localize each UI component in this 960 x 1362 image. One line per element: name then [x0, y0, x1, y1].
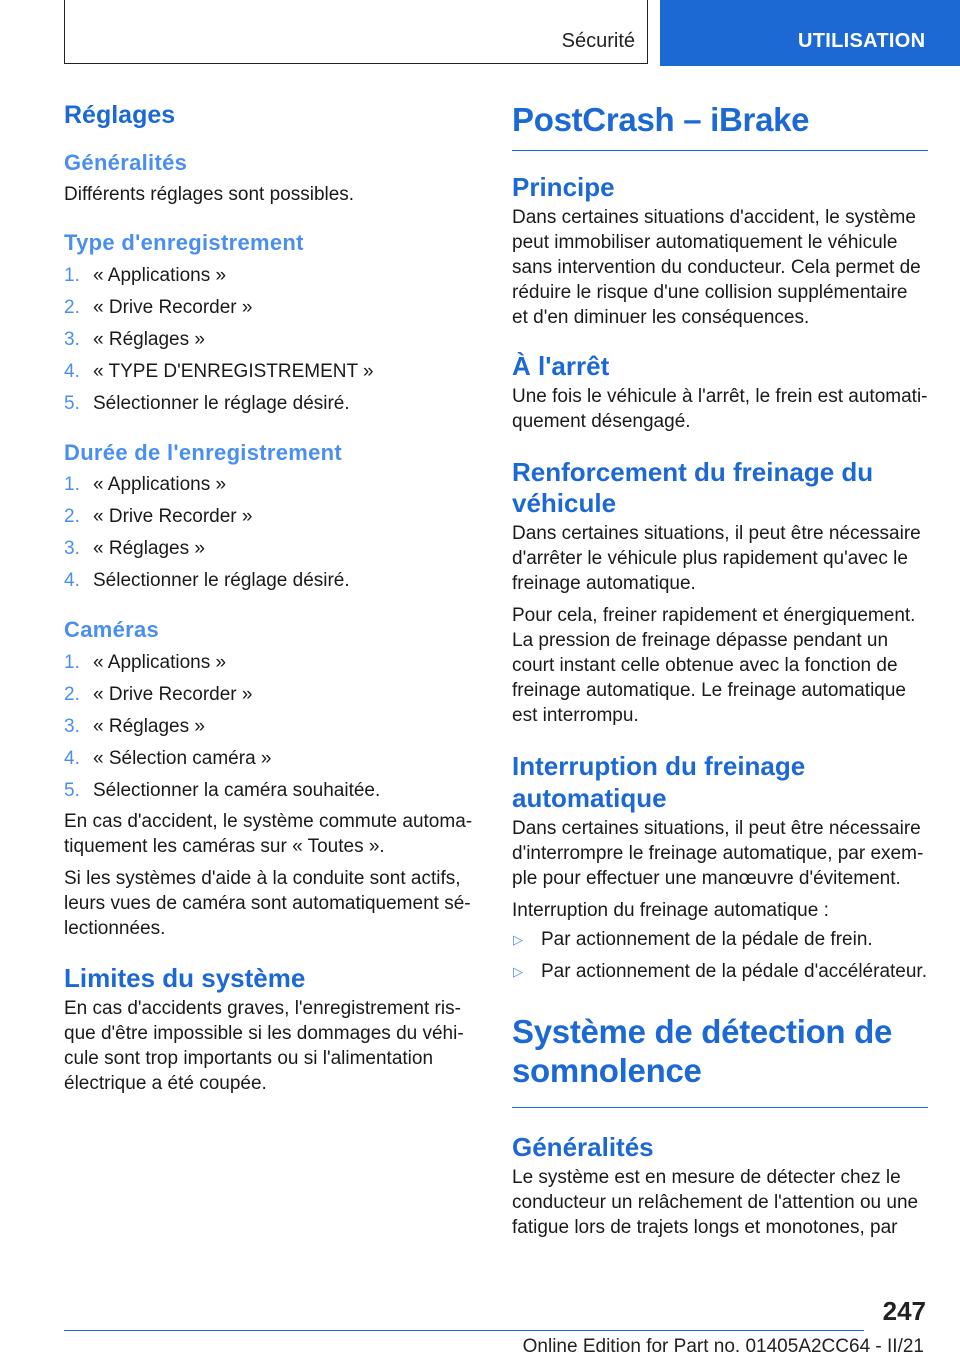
step-number: 5. — [64, 779, 80, 801]
interruption-paragraph-1: Dans certaines situations, il peut être nécessaire d'interrompre le freinage automatique, par exem-ple pour effectuer une manœuvre d'évitement. — [512, 817, 924, 889]
generalites-text-right: Le système est en mesure de détecter chez le conducteur un relâchement de l'attention ou une fatigue lors de trajets longs et monotones, par — [512, 1167, 919, 1239]
list-item — [64, 356, 476, 388]
list-item — [64, 711, 476, 743]
interruption-heading: Interruption du freinage automatique — [512, 751, 806, 813]
step-number: 1. — [64, 651, 80, 673]
renforcement-paragraph-1: Dans certaines situations, il peut être nécessaire d'arrêter le véhicule plus rapidement qu'avec le freinage automatique. — [512, 523, 921, 595]
list-item — [64, 775, 476, 807]
chapter-label: UTILISATION — [798, 30, 926, 52]
duree-steps — [64, 469, 476, 597]
edition-text: Online Edition for Part no. 01405A2CC64 - II/21 — [522, 1336, 924, 1357]
step-number: 2. — [64, 506, 80, 528]
principe-heading: Principe — [512, 171, 615, 202]
list-item — [64, 260, 476, 292]
step-number: 5. — [64, 392, 80, 414]
step-number: 4. — [64, 747, 80, 769]
list-item — [64, 533, 476, 565]
step-text: « Drive Recorder » — [93, 683, 253, 705]
step-number: 4. — [64, 360, 80, 382]
list-item — [64, 647, 476, 679]
interruption-paragraph-2: Interruption du freinage automatique : — [512, 899, 829, 921]
generalites-text: Différents réglages sont possibles. — [64, 184, 355, 206]
chapter-tab[interactable] — [660, 0, 960, 66]
step-text: « Applications » — [93, 651, 227, 673]
step-number: 1. — [64, 474, 80, 496]
section-divider — [512, 1107, 928, 1108]
step-text: « Applications » — [93, 474, 227, 496]
step-text: Sélectionner le réglage désiré. — [93, 570, 350, 592]
list-item — [64, 292, 476, 324]
somnolence-heading: Système de détection de somnolence — [512, 1012, 893, 1090]
generalites-heading-right: Généralités — [512, 1131, 654, 1162]
type-heading: Type d'enregistrement — [64, 230, 304, 256]
list-item — [64, 501, 476, 533]
step-text: « TYPE D'ENREGISTREMENT » — [93, 360, 374, 382]
step-text: « Réglages » — [93, 715, 205, 737]
cameras-steps — [64, 647, 476, 807]
section-divider — [512, 150, 928, 151]
principe-text: Dans certaines situations d'accident, le système peut immobiliser automatiquement le véhicule sans intervention du conducteur. Cela permet de réduire le risque d'une collision supplémentaire et d'en diminuer les conséquences. — [512, 206, 921, 328]
bullet-text: Par actionnement de la pédale de frein. — [541, 928, 873, 950]
list-item — [64, 324, 476, 356]
arret-text: Une fois le véhicule à l'arrêt, le frein est automati-quement désengagé. — [512, 385, 928, 432]
generalites-heading: Généralités — [64, 150, 188, 175]
limites-text: En cas d'accidents graves, l'enregistrement ris-que d'être impossible si les dommages du véhi-cule sont trop importants ou si l'alimentation électrique a été coupée. — [64, 997, 464, 1094]
cameras-paragraph-2: Si les systèmes d'aide à la conduite sont actifs, leurs vues de caméra sont automatiquement sé-lectionnées. — [64, 867, 471, 939]
reglages-heading: Réglages — [64, 101, 176, 129]
renforcement-heading: Renforcement du freinage du véhicule — [512, 456, 874, 519]
list-item — [512, 956, 928, 988]
right-column — [512, 100, 928, 1240]
list-item — [64, 388, 476, 420]
step-number: 3. — [64, 715, 80, 737]
step-number: 1. — [64, 264, 80, 286]
footer-divider — [64, 1330, 864, 1331]
list-item — [64, 469, 476, 501]
bullet-text: Par actionnement de la pédale d'accélérateur. — [541, 960, 927, 982]
step-text: « Sélection caméra » — [93, 747, 272, 769]
step-text: Sélectionner la caméra souhaitée. — [93, 779, 381, 801]
step-number: 3. — [64, 538, 80, 560]
left-column — [64, 100, 476, 1096]
step-number: 4. — [64, 570, 80, 592]
section-label: Sécurité — [561, 30, 635, 52]
list-item — [64, 565, 476, 597]
triangle-right-icon: ▷ — [513, 931, 523, 947]
cameras-heading: Caméras — [64, 617, 160, 643]
arret-heading: À l'arrêt — [512, 350, 610, 381]
renforcement-paragraph-2: Pour cela, freiner rapidement et énergiquement. La pression de freinage dépasse pendant un court instant celle obtenue avec la fonction de freinage automatique. Le freinage automatique est interrompu. — [512, 605, 916, 727]
list-item — [64, 743, 476, 775]
triangle-right-icon: ▷ — [513, 963, 523, 979]
step-number: 2. — [64, 296, 80, 318]
step-number: 3. — [64, 328, 80, 350]
limites-heading: Limites du système — [64, 962, 306, 993]
step-text: « Drive Recorder » — [93, 296, 253, 318]
postcrash-heading: PostCrash – iBrake — [512, 101, 810, 138]
list-item — [512, 924, 928, 956]
step-text: Sélectionner le réglage désiré. — [93, 392, 350, 414]
step-text: « Drive Recorder » — [93, 506, 253, 528]
page-number: 247 — [882, 1296, 926, 1326]
step-text: « Applications » — [93, 264, 227, 286]
interruption-bullets — [512, 924, 928, 988]
page-header — [0, 0, 960, 66]
duree-heading: Durée de l'enregistrement — [64, 439, 343, 465]
cameras-paragraph-1: En cas d'accident, le système commute automa-tiquement les caméras sur « Toutes ». — [64, 810, 473, 857]
section-box — [64, 0, 648, 64]
step-text: « Réglages » — [93, 538, 205, 560]
list-item — [64, 679, 476, 711]
type-steps — [64, 260, 476, 420]
step-text: « Réglages » — [93, 328, 205, 350]
step-number: 2. — [64, 683, 80, 705]
